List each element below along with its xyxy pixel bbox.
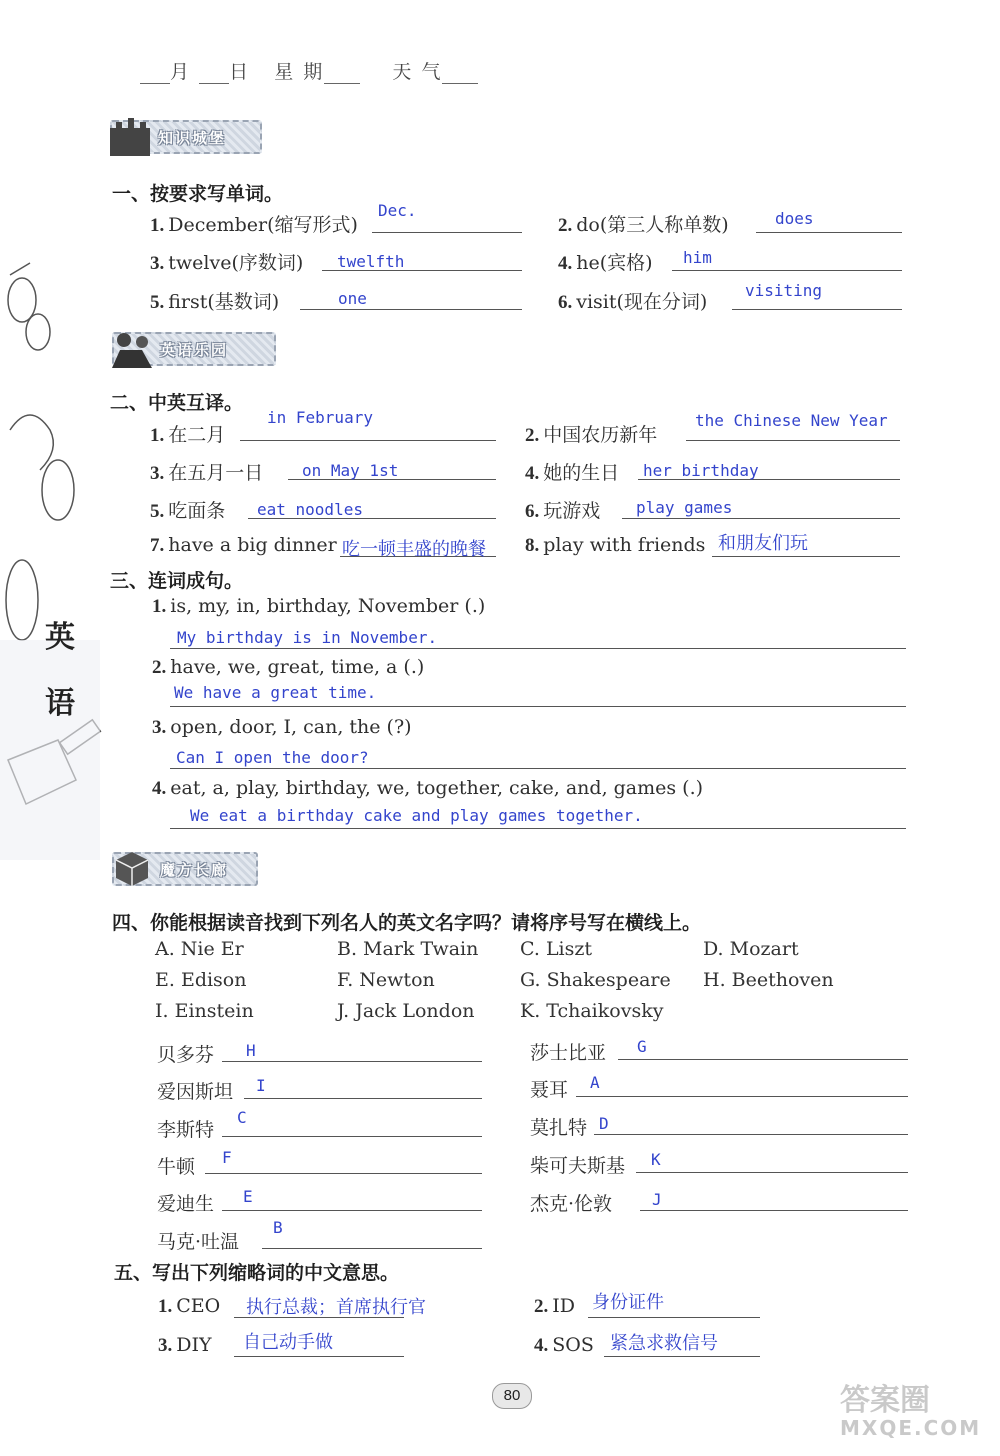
weather-label: 天 气 <box>392 61 443 83</box>
s2-q3: 3. 在五月一日 <box>150 462 264 484</box>
s5-a3: 自己动手做 <box>243 1332 333 1353</box>
s4-item-q: 莫扎特 <box>530 1117 588 1139</box>
s3-q4: 4. eat, a, play, birthday, we, together, cake, and, games (.) <box>152 777 704 799</box>
s4-option: J. Jack London <box>337 1000 475 1022</box>
date-header <box>140 57 478 84</box>
s4-item-a: D <box>599 1114 609 1133</box>
s4-item-q: 贝多芬 <box>157 1044 215 1066</box>
s2-q4: 4. 她的生日 <box>525 462 620 484</box>
weekday-label: 星 期 <box>274 61 325 83</box>
s4-item-q: 爱迪生 <box>157 1193 215 1215</box>
sidebar-subject-char-1: 英 <box>45 620 75 655</box>
s3-a4: We eat a birthday cake and play games together. <box>190 806 643 825</box>
s1-q4: 4. he(宾格) <box>558 252 653 274</box>
s5-a1: 执行总裁；首席执行官 <box>246 1297 426 1318</box>
s4-item-a: A <box>590 1073 600 1092</box>
sidebar-subject-char-2: 语 <box>45 686 75 721</box>
s3-a2-line <box>170 706 906 707</box>
s2-a6: play games <box>636 498 733 517</box>
s1-a5: one <box>338 289 367 308</box>
s4-item-line <box>262 1248 482 1249</box>
badge-label: 知识城堡 <box>158 128 227 147</box>
rubiks-cube-icon <box>108 846 156 892</box>
s2-a1: in February <box>267 408 373 427</box>
s4-option: F. Newton <box>337 969 435 991</box>
watermark-logo: 答案圈 MXQE.COM <box>840 1383 982 1440</box>
s1-q1: 1. December(缩写形式) <box>150 214 358 236</box>
section-badge-cube <box>112 852 258 886</box>
s4-item-line <box>636 1172 908 1173</box>
s4-item-line <box>576 1096 908 1097</box>
sidebar-doodle-icon <box>0 0 110 860</box>
s2-a4: her birthday <box>643 461 759 480</box>
s2-q2: 2. 中国农历新年 <box>525 424 658 446</box>
s1-a6-line <box>732 309 902 310</box>
s4-item-line <box>222 1061 482 1062</box>
s4-item-q: 杰克·伦敦 <box>530 1193 613 1215</box>
s1-q5: 5. first(基数词) <box>150 291 280 313</box>
s4-item-q: 牛顿 <box>157 1156 196 1178</box>
s5-q3: 3. DIY <box>158 1334 212 1356</box>
s4-item-a: K <box>651 1150 661 1169</box>
s4-item-line <box>618 1059 908 1060</box>
s4-item-a: J <box>652 1190 662 1209</box>
s4-item-line <box>222 1210 482 1211</box>
s2-q7: 7. have a big dinner <box>150 534 337 556</box>
s5-q4: 4. SOS <box>534 1334 594 1356</box>
s5-a4: 紧急求救信号 <box>610 1333 718 1354</box>
day-label: 日 <box>229 61 251 83</box>
s3-q2: 2. have, we, great, time, a (.) <box>152 656 425 678</box>
s1-a2: does <box>775 209 814 228</box>
s2-a1-line <box>240 440 496 441</box>
s4-option: G. Shakespeare <box>520 969 671 991</box>
s2-q6: 6. 玩游戏 <box>525 500 601 522</box>
s4-item-q: 柴可夫斯基 <box>530 1155 626 1177</box>
s1-a1: Dec. <box>378 201 417 220</box>
s2-q1: 1. 在二月 <box>150 424 226 446</box>
page-number: 80 <box>492 1383 532 1409</box>
s4-item-a: E <box>243 1187 253 1206</box>
s3-a2: We have a great time. <box>174 683 377 702</box>
s3-q1: 1. is, my, in, birthday, November (.) <box>152 595 486 617</box>
s2-a3: on May 1st <box>302 461 399 480</box>
s5-q2: 2. ID <box>534 1295 575 1317</box>
s3-a4-line <box>170 828 906 829</box>
s1-a3: twelfth <box>337 252 405 271</box>
section4-title: 四、你能根据读音找到下列名人的英文名字吗？请将序号写在横线上。 <box>112 912 702 934</box>
s4-item-a: F <box>222 1148 232 1167</box>
s4-item-q: 聂耳 <box>530 1079 569 1101</box>
s4-option: E. Edison <box>155 969 247 991</box>
month-label: 月 <box>170 61 192 83</box>
s1-a2-line <box>756 232 902 233</box>
s1-q2: 2. do(第三人称单数) <box>558 214 729 236</box>
left-sidebar-decoration <box>0 0 110 860</box>
section2-title: 二、中英互译。 <box>110 392 244 414</box>
s4-item-q: 爱因斯坦 <box>157 1081 234 1103</box>
s4-option: B. Mark Twain <box>337 938 479 960</box>
section-badge-english <box>112 332 276 366</box>
s4-item-a: G <box>637 1037 647 1056</box>
s5-a2-line <box>588 1317 760 1318</box>
badge-label: 魔方长廊 <box>160 860 229 879</box>
s4-option: K. Tchaikovsky <box>520 1000 664 1022</box>
s2-a8: 和朋友们玩 <box>718 533 808 554</box>
s2-a2: the Chinese New Year <box>695 411 888 430</box>
s1-a5-line <box>300 309 522 310</box>
s2-q8: 8. play with friends <box>525 534 706 556</box>
s3-q3: 3. open, door, I, can, the (?) <box>152 716 412 738</box>
s4-item-a: C <box>237 1108 247 1127</box>
section5-title: 五、写出下列缩略词的中文意思。 <box>114 1262 400 1284</box>
s3-a3-line <box>170 768 906 769</box>
s4-option: A. Nie Er <box>155 938 244 960</box>
s5-a2: 身份证件 <box>592 1292 664 1313</box>
s1-a4-line <box>672 270 902 271</box>
s2-a2-line <box>686 440 900 441</box>
s1-a4: him <box>683 248 712 267</box>
s1-q6: 6. visit(现在分词) <box>558 291 708 313</box>
s1-a6: visiting <box>745 281 823 300</box>
s5-q1: 1. CEO <box>158 1295 221 1317</box>
s3-a3: Can I open the door? <box>176 748 369 767</box>
s5-a3-line <box>234 1356 404 1357</box>
s2-q5: 5. 吃面条 <box>150 500 226 522</box>
s4-item-a: I <box>256 1076 266 1095</box>
kids-reading-icon <box>108 326 156 372</box>
s3-a1-line <box>170 648 906 649</box>
section-badge-knowledge <box>110 120 262 154</box>
s4-item-line <box>640 1210 908 1211</box>
s4-item-q: 莎士比亚 <box>530 1042 607 1064</box>
s2-a8-line <box>712 556 900 557</box>
s2-a5: eat noodles <box>257 500 363 519</box>
castle-icon <box>106 114 154 160</box>
s1-a1-line <box>372 232 522 233</box>
section3-title: 三、连词成句。 <box>110 570 244 592</box>
s4-item-line <box>244 1098 482 1099</box>
section1-title: 一、按要求写单词。 <box>112 183 284 205</box>
s4-option: D. Mozart <box>703 938 799 960</box>
s2-a6-line <box>622 518 900 519</box>
s4-item-q: 马克·吐温 <box>157 1231 240 1253</box>
s4-item-q: 李斯特 <box>157 1119 215 1141</box>
s4-item-a: H <box>246 1041 256 1060</box>
s4-option: I. Einstein <box>155 1000 254 1022</box>
s4-item-line <box>222 1136 482 1137</box>
s4-option: C. Liszt <box>520 938 593 960</box>
s3-a1: My birthday is in November. <box>177 628 438 647</box>
s2-a7: 吃一顿丰盛的晚餐 <box>342 539 486 560</box>
s1-q3: 3. twelve(序数词) <box>150 252 304 274</box>
s4-item-a: B <box>273 1218 283 1237</box>
s4-item-line <box>594 1134 908 1135</box>
s4-option: H. Beethoven <box>703 969 834 991</box>
badge-label: 英语乐园 <box>160 340 229 359</box>
s4-item-line <box>205 1173 482 1174</box>
s5-a4-line <box>604 1356 760 1357</box>
